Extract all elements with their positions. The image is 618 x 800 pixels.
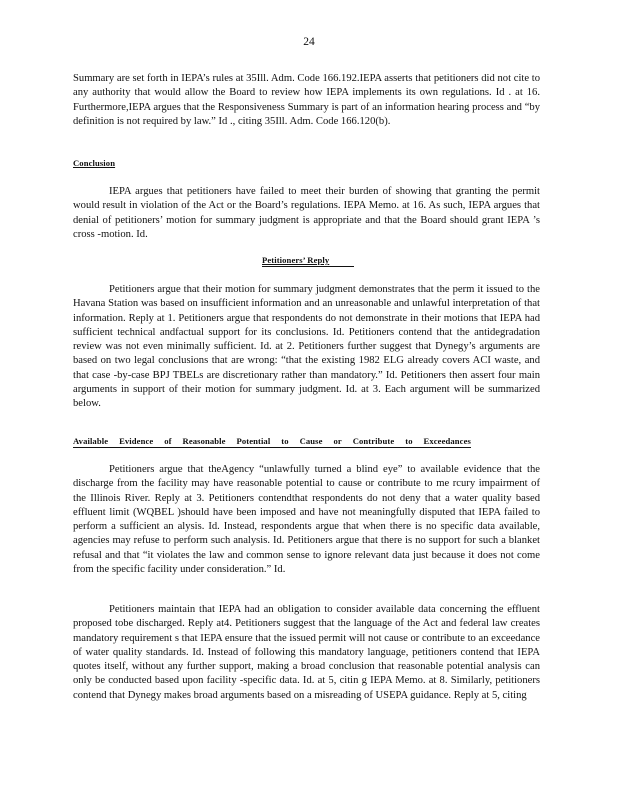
paragraph-evidence: Petitioners argue that theAgency “unlawfully turned a blind eye” to available evidence that the discharge from the facility may have reasonable potential to cause or contribute to me rcury impairment of the Illinois River. Reply at 3. Petitioners contendthat respondents do not deny that a water quality based effluent limit (WQBEL )should have been imposed and have not meaningfully disputed that IEPA failed to perform a sufficient an alysis. Id. Instead, respondents argue that when there is no specific data available, agencies may refuse to perform such analysis. Id. Petitioners argue that there is no support for such a blanket refusal and that “it violates the law and common sense to ignore relevant data just because it does not come from the specific facility under consideration.” Id. xyxy=(73,464,540,576)
heading-evidence-underline xyxy=(73,447,471,448)
paragraph-reply-intro: Petitioners argue that their motion for summary judgment demonstrates that the perm it issued to the Havana Station was based on insufficient information and an unreasonable and unlawful interpretation of that information. Reply at 1. Petitioners argue that respondents do not demonstrate in their motions that IEPA had sufficient technical andfactual support for its conclusions. Id. Petitioners contend that the antidegradation review was not even minimally sufficient. Id. at 2. Petitioners further suggest that Dynegy’s arguments are based on two legal conclusions that are wrong: “that the existing 1982 ELG already covers ACI waste, and that case -by-case BPJ TBELs are discretionary rather than mandatory.” Id. Petitioners then assert four main arguments in support of their motion for summary judgment. Id. at 3. Each argument will be summarized below. xyxy=(73,284,540,410)
heading-word: to xyxy=(281,436,289,446)
paragraph-summary-continued: Summary are set forth in IEPA’s rules at 35Ill. Adm. Code 166.192.IEPA asserts that petitioners did not cite to any authority that would allow the Board to review how IEPA implements its own regulations. Id . at 16. Furthermore,IEPA argues that the Responsiveness Summary is part of an information hearing process and “by definition is not required by law.” Id ., citing 35Ill. Adm. Code 166.120(b). xyxy=(73,73,540,127)
heading-word: Reasonable xyxy=(182,436,226,446)
paragraph-obligation: Petitioners maintain that IEPA had an obligation to consider available data concerning the effluent proposed tobe discharged. Reply at4. Petitioners suggest that the language of the Act and federal law creates mandatory requirement s that IEPA ensure that the issued permit will not cause or contribute to an exceedance of water quality standards. Id. Instead of following this mandatory language, petitioners contend that IEPA quotes itself, without any further support, making a broad conclusion that reasonable potential analysis can only be conducted based upon facility -specific data. Id. at 5, citin g IEPA Memo. at 8. Similarly, petitioners contend that Dynegy makes broad arguments based on a misreading of USEPA guidance. Reply at 5, citing xyxy=(73,604,540,701)
heading-petitioners-reply: Petitioners’ Reply xyxy=(262,255,330,265)
heading-word: Evidence xyxy=(119,436,154,446)
heading-word: Exceedances xyxy=(423,436,471,446)
heading-word: Cause xyxy=(299,436,323,446)
heading-word: of xyxy=(164,436,172,446)
heading-available-evidence xyxy=(73,436,471,446)
heading-reply-underline xyxy=(262,266,354,267)
heading-conclusion: Conclusion xyxy=(73,158,116,168)
paragraph-conclusion: IEPA argues that petitioners have failed to meet their burden of showing that granting the permit would result in violation of the Act or the Board’s regulations. IEPA Memo. at 16. As such, IEPA argues that denial of petitioners’ motion for summary judgment is appropriate and that the Board should grant IEPA ’s cross -motion. Id. xyxy=(73,186,540,240)
heading-word: Contribute xyxy=(352,436,395,446)
heading-word: Potential xyxy=(236,436,271,446)
heading-word: or xyxy=(333,436,342,446)
heading-word: Available xyxy=(73,436,109,446)
heading-word: to xyxy=(405,436,413,446)
page-number: 24 xyxy=(303,36,315,48)
